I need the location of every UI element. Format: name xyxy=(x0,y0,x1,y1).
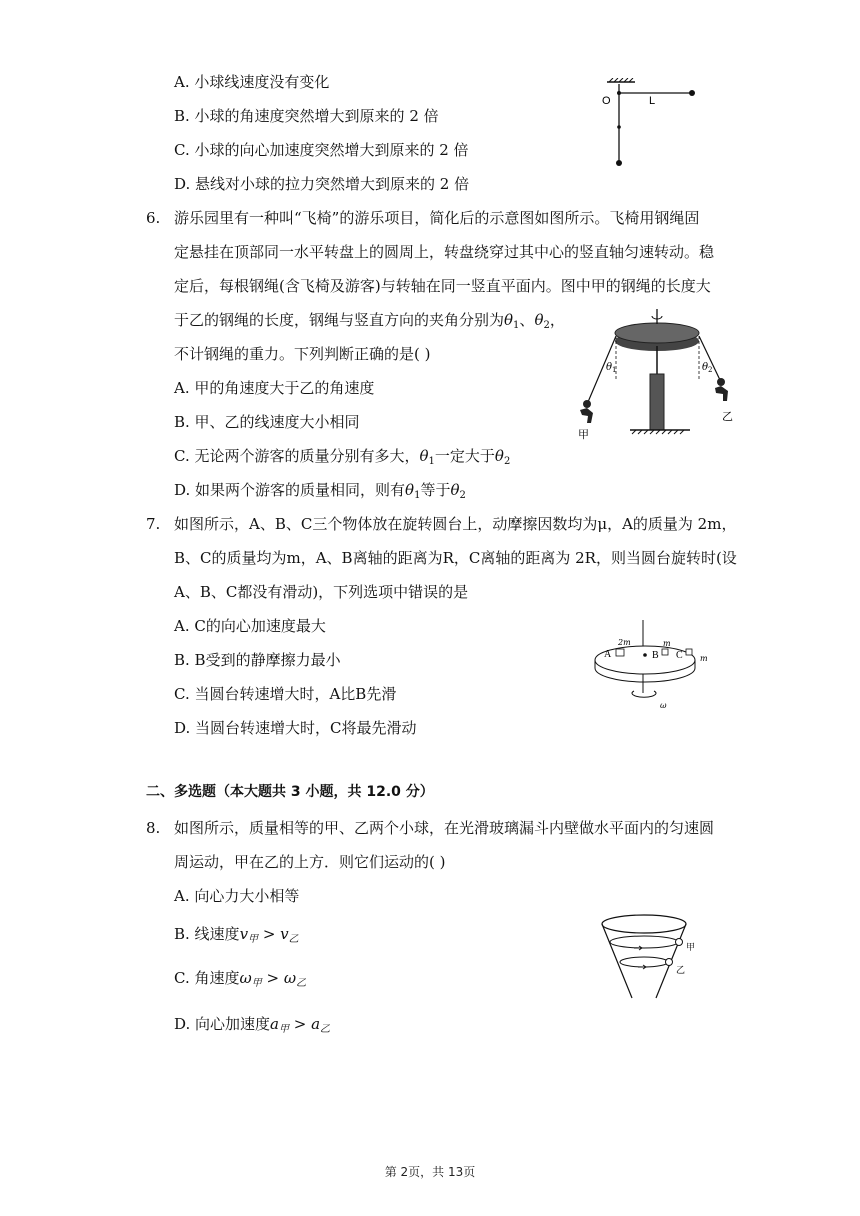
q6-stem-line: 游乐园里有一种叫“飞椅”的游乐项目，简化后的示意图如图所示。飞椅用钢绳固 xyxy=(174,209,700,227)
q7-option-c: C. 当圆台转速增大时，A比B先滑 xyxy=(174,685,397,703)
q8-option-b: B. 线速度$v_甲 > v_乙$ xyxy=(174,925,299,945)
label-yi: 乙 xyxy=(676,966,686,976)
q6-stem-line: 定后，每根钢绳(含飞椅及游客)与转轴在同一竖直平面内。图中甲的钢绳的长度大 xyxy=(174,277,711,295)
q8-option-d: D. 向心加速度$a_甲 > a_乙$ xyxy=(174,1015,331,1035)
q6-option-c: C. 无论两个游客的质量分别有多大，$\theta_1$一定大于$\theta_2$ xyxy=(174,447,511,467)
q6-stem-line: 不计钢绳的重力。下列判断正确的是( ) xyxy=(174,345,431,363)
q5-option-a: A. 小球线速度没有变化 xyxy=(174,73,330,91)
q6-stem-text: 于乙的钢绳的长度，钢绳与竖直方向的夹角分别为 xyxy=(174,311,505,329)
q6-option-b: B. 甲、乙的线速度大小相同 xyxy=(174,413,360,431)
q7-stem-line: 如图所示，A、B、C三个物体放在旋转圆台上，动摩擦因数均为μ，A的质量为 2m， xyxy=(174,515,737,533)
q5-option-b: B. 小球的角速度突然增大到原来的 2 倍 xyxy=(174,107,439,125)
flying-chair-figure xyxy=(572,306,747,441)
q8-stem-line: 周运动，甲在乙的上方．则它们运动的( ) xyxy=(174,853,446,871)
svg-text:2: 2 xyxy=(708,366,713,374)
q6-stem-line: 定悬挂在顶部同一水平转盘上的圆周上，转盘绕穿过其中心的竖直轴匀速转动。稳 xyxy=(174,243,715,261)
q7-option-b: B. B受到的静摩擦力最小 xyxy=(174,651,341,669)
label-jia: 甲 xyxy=(578,428,589,441)
q5-option-d: D. 悬线对小球的拉力突然增大到原来的 2 倍 xyxy=(174,175,470,193)
q8-option-c: C. 角速度$\omega_甲 > \omega_乙$ xyxy=(174,969,307,989)
q7-number: 7. xyxy=(146,515,161,533)
q8-option-a: A. 向心力大小相等 xyxy=(174,887,300,905)
label-jia: 甲 xyxy=(686,943,696,953)
q6-option-a: A. 甲的角速度大于乙的角速度 xyxy=(174,379,375,397)
q7-option-d: D. 当圆台转速增大时，C将最先滑动 xyxy=(174,719,417,737)
svg-text:m: m xyxy=(700,654,708,663)
svg-text:C: C xyxy=(676,650,683,661)
q6-stem-line: 于乙的钢绳的长度，钢绳与竖直方向的夹角分别为$\theta_1$、$\theta_2$， xyxy=(174,311,565,331)
label-l: L xyxy=(649,95,656,107)
q7-stem-line: B、C的质量均为m，A、B离轴的距离为R，C离轴的距离为 2R，则当圆台旋转时(设 xyxy=(174,549,737,567)
svg-text:θ: θ xyxy=(606,362,613,373)
svg-text:2m: 2m xyxy=(618,638,631,647)
label-yi: 乙 xyxy=(722,410,733,423)
q6-option-d: D. 如果两个游客的质量相同，则有$\theta_1$等于$\theta_2$ xyxy=(174,481,466,501)
section-heading: 二、多选题（本大题共 3 小题，共 12.0 分） xyxy=(146,784,434,800)
funnel-figure xyxy=(596,908,716,1004)
svg-text:B: B xyxy=(652,650,659,661)
q8-stem-line: 如图所示，质量相等的甲、乙两个小球，在光滑玻璃漏斗内壁做水平面内的匀速圆 xyxy=(174,819,715,837)
q5-option-c: C. 小球的向心加速度突然增大到原来的 2 倍 xyxy=(174,141,469,159)
page-footer: 第 2页，共 13页 xyxy=(384,1165,476,1179)
q8-number: 8. xyxy=(146,819,161,837)
svg-text:ω: ω xyxy=(660,701,667,710)
svg-text:A: A xyxy=(604,649,612,660)
rotating-table-figure xyxy=(590,618,720,713)
q6-number: 6. xyxy=(146,209,161,227)
pendulum-figure xyxy=(595,78,715,170)
svg-text:m: m xyxy=(663,639,671,648)
svg-text:θ: θ xyxy=(702,362,709,373)
q7-option-a: A. C的向心加速度最大 xyxy=(174,617,326,635)
svg-text:1: 1 xyxy=(612,366,617,374)
label-o: O xyxy=(602,95,611,107)
q7-stem-line: A、B、C都没有滑动)，下列选项中错误的是 xyxy=(174,583,469,601)
